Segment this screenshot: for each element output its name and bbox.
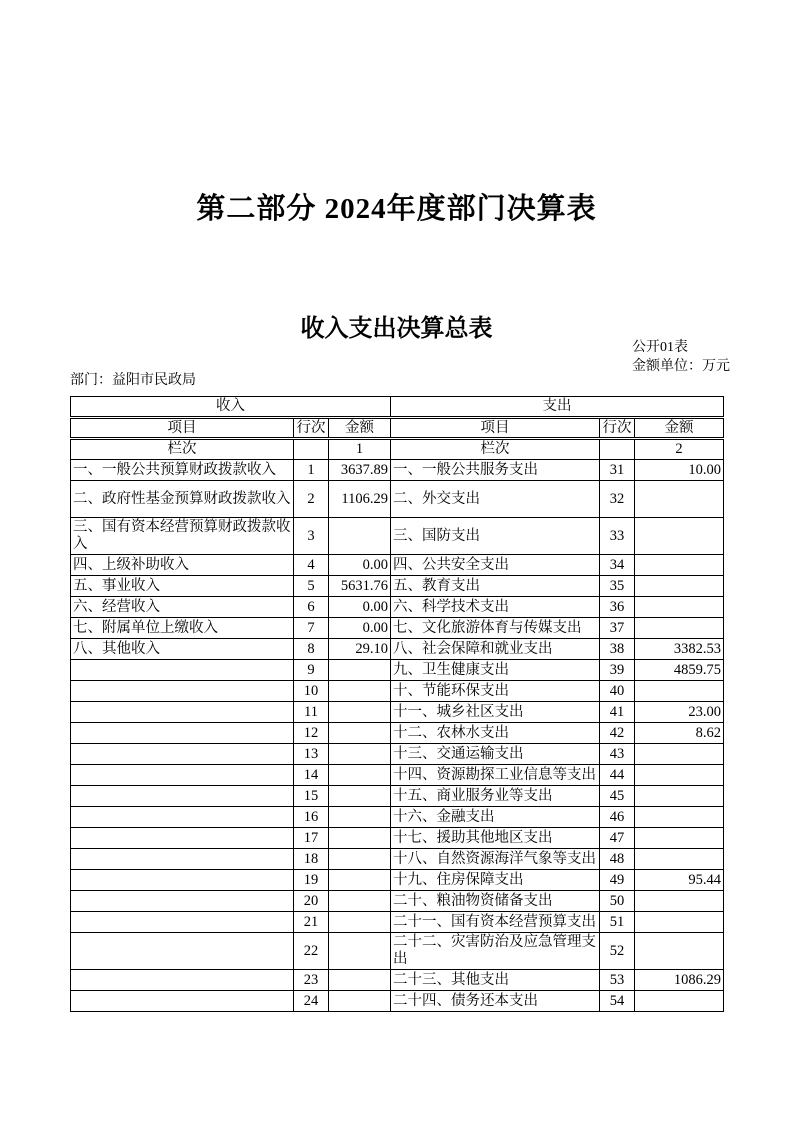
expense-amount-cell: 3382.53 bbox=[635, 639, 724, 660]
income-amount-cell bbox=[329, 660, 391, 681]
expense-item-cell: 二、外交支出 bbox=[391, 481, 600, 518]
expense-item-cell: 二十四、债务还本支出 bbox=[391, 991, 600, 1012]
income-amount-cell: 0.00 bbox=[329, 555, 391, 576]
table-meta-block bbox=[632, 339, 730, 376]
expense-rowno-cell: 48 bbox=[600, 849, 635, 870]
table-row bbox=[71, 681, 724, 702]
income-amount-cell bbox=[329, 912, 391, 933]
income-rowno-cell: 15 bbox=[294, 786, 329, 807]
income-item-cell bbox=[71, 828, 294, 849]
expense-item-cell: 八、社会保障和就业支出 bbox=[391, 639, 600, 660]
section-header-row bbox=[71, 397, 724, 418]
table-row bbox=[71, 744, 724, 765]
expense-rowno-cell: 51 bbox=[600, 912, 635, 933]
income-rowno-cell: 1 bbox=[294, 460, 329, 481]
expense-amount-cell: 10.00 bbox=[635, 460, 724, 481]
income-rowno-header: 行次 bbox=[294, 418, 329, 439]
expense-rowno-cell: 53 bbox=[600, 970, 635, 991]
expense-amount-cell bbox=[635, 765, 724, 786]
expense-item-cell: 十八、自然资源海洋气象等支出 bbox=[391, 849, 600, 870]
income-rowno-cell: 12 bbox=[294, 723, 329, 744]
income-amount-cell bbox=[329, 991, 391, 1012]
expense-rowno-cell: 49 bbox=[600, 870, 635, 891]
expense-column-index-label: 栏次 bbox=[391, 439, 600, 460]
income-amount-cell bbox=[329, 786, 391, 807]
table-row bbox=[71, 597, 724, 618]
income-rowno-blank bbox=[294, 439, 329, 460]
expense-item-cell: 二十一、国有资本经营预算支出 bbox=[391, 912, 600, 933]
expense-item-cell: 十四、资源勘探工业信息等支出 bbox=[391, 765, 600, 786]
income-item-cell: 八、其他收入 bbox=[71, 639, 294, 660]
table-row bbox=[71, 991, 724, 1012]
expense-amount-cell: 23.00 bbox=[635, 702, 724, 723]
expense-rowno-cell: 40 bbox=[600, 681, 635, 702]
table-row bbox=[71, 933, 724, 970]
income-amount-cell: 1106.29 bbox=[329, 481, 391, 518]
income-rowno-cell: 11 bbox=[294, 702, 329, 723]
income-column-index: 1 bbox=[329, 439, 391, 460]
income-rowno-cell: 3 bbox=[294, 518, 329, 555]
expense-amount-cell bbox=[635, 849, 724, 870]
expense-amount-cell bbox=[635, 481, 724, 518]
table-row bbox=[71, 702, 724, 723]
expense-item-cell: 四、公共安全支出 bbox=[391, 555, 600, 576]
table-row bbox=[71, 555, 724, 576]
expense-item-cell: 十七、援助其他地区支出 bbox=[391, 828, 600, 849]
income-rowno-cell: 7 bbox=[294, 618, 329, 639]
income-rowno-cell: 24 bbox=[294, 991, 329, 1012]
expense-amount-cell bbox=[635, 912, 724, 933]
expense-item-header: 项目 bbox=[391, 418, 600, 439]
table-row bbox=[71, 723, 724, 744]
expense-section-header: 支出 bbox=[391, 397, 724, 418]
expense-item-cell: 十三、交通运输支出 bbox=[391, 744, 600, 765]
income-item-cell: 五、事业收入 bbox=[71, 576, 294, 597]
expense-amount-cell bbox=[635, 744, 724, 765]
income-amount-cell: 3637.89 bbox=[329, 460, 391, 481]
expense-item-cell: 二十、粮油物资储备支出 bbox=[391, 891, 600, 912]
expense-item-cell: 一、一般公共服务支出 bbox=[391, 460, 600, 481]
expense-rowno-cell: 38 bbox=[600, 639, 635, 660]
income-amount-cell bbox=[329, 870, 391, 891]
expense-item-cell: 五、教育支出 bbox=[391, 576, 600, 597]
income-amount-cell: 29.10 bbox=[329, 639, 391, 660]
income-item-cell bbox=[71, 723, 294, 744]
expense-amount-cell bbox=[635, 891, 724, 912]
expense-amount-cell bbox=[635, 807, 724, 828]
table-row bbox=[71, 639, 724, 660]
income-item-cell: 一、一般公共预算财政拨款收入 bbox=[71, 460, 294, 481]
expense-rowno-cell: 47 bbox=[600, 828, 635, 849]
income-amount-header: 金额 bbox=[329, 418, 391, 439]
expense-item-cell: 十六、金融支出 bbox=[391, 807, 600, 828]
income-rowno-cell: 16 bbox=[294, 807, 329, 828]
income-amount-cell: 0.00 bbox=[329, 618, 391, 639]
expense-item-cell: 七、文化旅游体育与传媒支出 bbox=[391, 618, 600, 639]
table-row bbox=[71, 970, 724, 991]
expense-item-cell: 十一、城乡社区支出 bbox=[391, 702, 600, 723]
income-item-cell: 六、经营收入 bbox=[71, 597, 294, 618]
income-item-cell: 二、政府性基金预算财政拨款收入 bbox=[71, 481, 294, 518]
expense-rowno-cell: 44 bbox=[600, 765, 635, 786]
income-item-cell: 四、上级补助收入 bbox=[71, 555, 294, 576]
expense-rowno-cell: 41 bbox=[600, 702, 635, 723]
expense-rowno-cell: 33 bbox=[600, 518, 635, 555]
expense-amount-cell: 8.62 bbox=[635, 723, 724, 744]
income-amount-cell: 0.00 bbox=[329, 597, 391, 618]
part-title: 第二部分 2024年度部门决算表 bbox=[196, 193, 597, 225]
column-header-row bbox=[71, 418, 724, 439]
expense-rowno-cell: 42 bbox=[600, 723, 635, 744]
income-column-index-label: 栏次 bbox=[71, 439, 294, 460]
expense-column-index: 2 bbox=[635, 439, 724, 460]
income-amount-cell bbox=[329, 828, 391, 849]
expense-rowno-cell: 45 bbox=[600, 786, 635, 807]
income-amount-cell bbox=[329, 849, 391, 870]
income-rowno-cell: 4 bbox=[294, 555, 329, 576]
income-item-cell bbox=[71, 991, 294, 1012]
expense-amount-cell bbox=[635, 786, 724, 807]
expense-rowno-cell: 50 bbox=[600, 891, 635, 912]
expense-item-cell: 六、科学技术支出 bbox=[391, 597, 600, 618]
income-item-cell bbox=[71, 970, 294, 991]
income-amount-cell bbox=[329, 970, 391, 991]
income-rowno-cell: 23 bbox=[294, 970, 329, 991]
expense-item-cell: 十五、商业服务业等支出 bbox=[391, 786, 600, 807]
expense-amount-cell bbox=[635, 576, 724, 597]
expense-amount-cell bbox=[635, 991, 724, 1012]
expense-amount-cell bbox=[635, 828, 724, 849]
table-title: 收入支出决算总表 bbox=[300, 316, 493, 342]
income-item-cell bbox=[71, 744, 294, 765]
income-item-cell bbox=[71, 702, 294, 723]
income-rowno-cell: 13 bbox=[294, 744, 329, 765]
expense-amount-cell bbox=[635, 681, 724, 702]
income-rowno-cell: 5 bbox=[294, 576, 329, 597]
table-row bbox=[71, 576, 724, 597]
table-row bbox=[71, 912, 724, 933]
income-rowno-cell: 20 bbox=[294, 891, 329, 912]
income-item-cell bbox=[71, 870, 294, 891]
table-code: 公开01表 bbox=[632, 340, 688, 355]
income-item-cell: 七、附属单位上缴收入 bbox=[71, 618, 294, 639]
income-amount-cell bbox=[329, 765, 391, 786]
table-row bbox=[71, 460, 724, 481]
expense-item-cell: 十、节能环保支出 bbox=[391, 681, 600, 702]
income-rowno-cell: 6 bbox=[294, 597, 329, 618]
table-row bbox=[71, 618, 724, 639]
income-rowno-cell: 10 bbox=[294, 681, 329, 702]
income-amount-cell bbox=[329, 681, 391, 702]
expense-rowno-cell: 34 bbox=[600, 555, 635, 576]
expense-amount-header: 金额 bbox=[635, 418, 724, 439]
income-amount-cell: 5631.76 bbox=[329, 576, 391, 597]
income-rowno-cell: 21 bbox=[294, 912, 329, 933]
expense-amount-cell: 95.44 bbox=[635, 870, 724, 891]
expense-item-cell: 二十二、灾害防治及应急管理支出 bbox=[391, 933, 600, 970]
table-row bbox=[71, 765, 724, 786]
table-row bbox=[71, 891, 724, 912]
income-amount-cell bbox=[329, 891, 391, 912]
expense-rowno-cell: 46 bbox=[600, 807, 635, 828]
expense-item-cell: 十九、住房保障支出 bbox=[391, 870, 600, 891]
income-item-cell bbox=[71, 786, 294, 807]
income-amount-cell bbox=[329, 723, 391, 744]
income-rowno-cell: 14 bbox=[294, 765, 329, 786]
income-item-header: 项目 bbox=[71, 418, 294, 439]
income-rowno-cell: 19 bbox=[294, 870, 329, 891]
income-item-cell bbox=[71, 765, 294, 786]
expense-amount-cell: 4859.75 bbox=[635, 660, 724, 681]
income-section-header: 收入 bbox=[71, 397, 391, 418]
expense-amount-cell bbox=[635, 597, 724, 618]
department-label: 部门：益阳市民政局 bbox=[70, 373, 196, 388]
expense-rowno-cell: 39 bbox=[600, 660, 635, 681]
table-row bbox=[71, 870, 724, 891]
income-item-cell bbox=[71, 933, 294, 970]
income-amount-cell bbox=[329, 744, 391, 765]
income-item-cell bbox=[71, 681, 294, 702]
expense-item-cell: 十二、农林水支出 bbox=[391, 723, 600, 744]
table-row bbox=[71, 660, 724, 681]
expense-item-cell: 二十三、其他支出 bbox=[391, 970, 600, 991]
income-amount-cell bbox=[329, 933, 391, 970]
expense-rowno-cell: 54 bbox=[600, 991, 635, 1012]
expense-rowno-cell: 52 bbox=[600, 933, 635, 970]
table-body bbox=[71, 460, 724, 1012]
income-rowno-cell: 22 bbox=[294, 933, 329, 970]
income-rowno-cell: 18 bbox=[294, 849, 329, 870]
income-rowno-cell: 8 bbox=[294, 639, 329, 660]
income-item-cell bbox=[71, 849, 294, 870]
income-item-cell bbox=[71, 912, 294, 933]
income-expense-table bbox=[70, 396, 724, 1012]
expense-amount-cell: 1086.29 bbox=[635, 970, 724, 991]
expense-rowno-cell: 31 bbox=[600, 460, 635, 481]
expense-rowno-header: 行次 bbox=[600, 418, 635, 439]
expense-amount-cell bbox=[635, 933, 724, 970]
income-rowno-cell: 17 bbox=[294, 828, 329, 849]
expense-amount-cell bbox=[635, 618, 724, 639]
income-item-cell: 三、国有资本经营预算财政拨款收入 bbox=[71, 518, 294, 555]
income-item-cell bbox=[71, 891, 294, 912]
expense-item-cell: 三、国防支出 bbox=[391, 518, 600, 555]
expense-rowno-blank bbox=[600, 439, 635, 460]
table-row bbox=[71, 786, 724, 807]
expense-amount-cell bbox=[635, 555, 724, 576]
column-index-row bbox=[71, 439, 724, 460]
expense-rowno-cell: 37 bbox=[600, 618, 635, 639]
expense-rowno-cell: 32 bbox=[600, 481, 635, 518]
expense-amount-cell bbox=[635, 518, 724, 555]
income-item-cell bbox=[71, 807, 294, 828]
table-row bbox=[71, 849, 724, 870]
table-row bbox=[71, 481, 724, 518]
income-amount-cell bbox=[329, 702, 391, 723]
table-row bbox=[71, 807, 724, 828]
expense-rowno-cell: 35 bbox=[600, 576, 635, 597]
income-rowno-cell: 2 bbox=[294, 481, 329, 518]
income-item-cell bbox=[71, 660, 294, 681]
income-rowno-cell: 9 bbox=[294, 660, 329, 681]
expense-rowno-cell: 36 bbox=[600, 597, 635, 618]
unit-label: 金额单位：万元 bbox=[632, 358, 730, 374]
income-amount-cell bbox=[329, 518, 391, 555]
table-row bbox=[71, 828, 724, 849]
expense-item-cell: 九、卫生健康支出 bbox=[391, 660, 600, 681]
table-row bbox=[71, 518, 724, 555]
income-amount-cell bbox=[329, 807, 391, 828]
expense-rowno-cell: 43 bbox=[600, 744, 635, 765]
